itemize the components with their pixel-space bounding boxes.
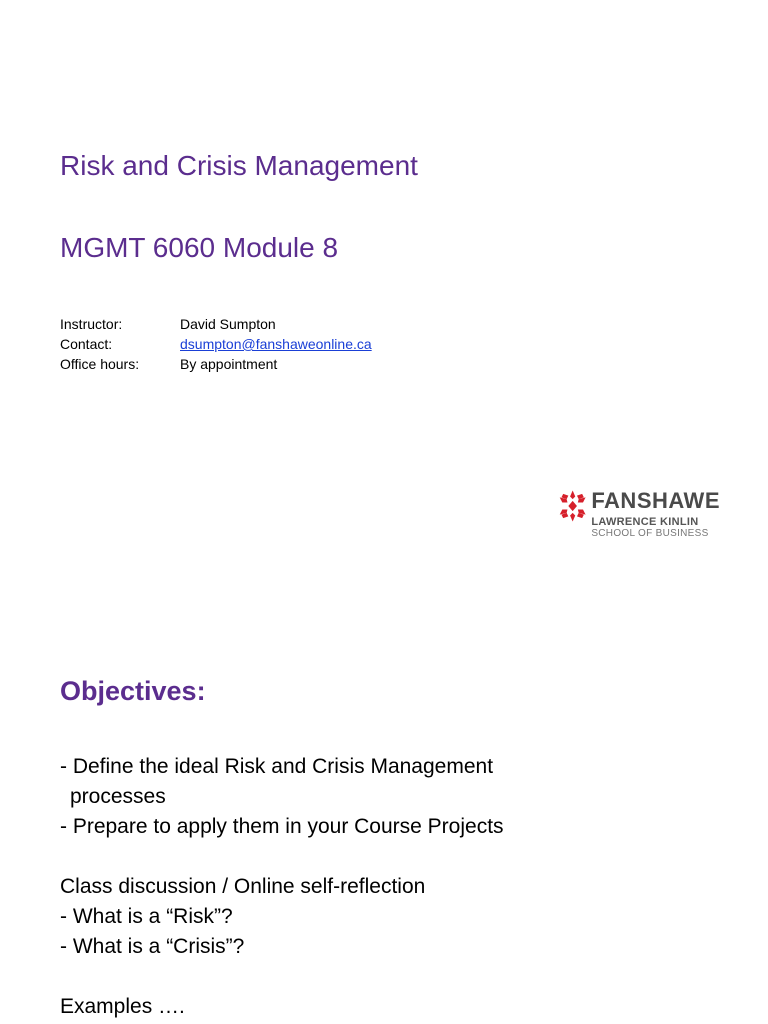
logo-name: FANSHAWE — [591, 488, 720, 513]
info-row-contact — [60, 334, 372, 354]
examples-text: Examples …. — [60, 995, 185, 1018]
logo-school-line1: LAWRENCE KINLIN — [591, 516, 699, 528]
objectives-slide — [0, 640, 768, 1024]
objective-item: - Define the ideal Risk and Crisis Management — [60, 755, 494, 778]
module-title: MGMT 6060 Module 8 — [60, 232, 339, 263]
info-value: David Sumpton — [180, 316, 276, 332]
logo-school-line2: SCHOOL OF BUSINESS — [591, 528, 709, 539]
objectives-title: Objectives: — [60, 676, 206, 706]
info-label: Contact: — [60, 336, 113, 352]
objectives-body — [60, 752, 504, 1022]
discussion-heading: Class discussion / Online self-reflection — [60, 875, 426, 898]
info-row-instructor — [60, 314, 372, 334]
question-item: - What is a “Risk”? — [60, 905, 233, 928]
objective-item: - Prepare to apply them in your Course Projects — [60, 815, 504, 838]
fanshawe-star-icon — [558, 486, 587, 526]
objective-item: processes — [70, 785, 166, 808]
info-label: Office hours: — [60, 356, 140, 372]
fanshawe-logo — [558, 482, 720, 554]
info-value: By appointment — [180, 356, 278, 372]
info-row-office-hours — [60, 354, 372, 374]
info-label: Instructor: — [60, 316, 123, 332]
email-link[interactable]: dsumpton@fanshaweonline.ca — [180, 336, 372, 352]
instructor-info — [60, 314, 372, 374]
slide-title: Risk and Crisis Management — [60, 150, 418, 181]
question-item: - What is a “Crisis”? — [60, 935, 245, 958]
